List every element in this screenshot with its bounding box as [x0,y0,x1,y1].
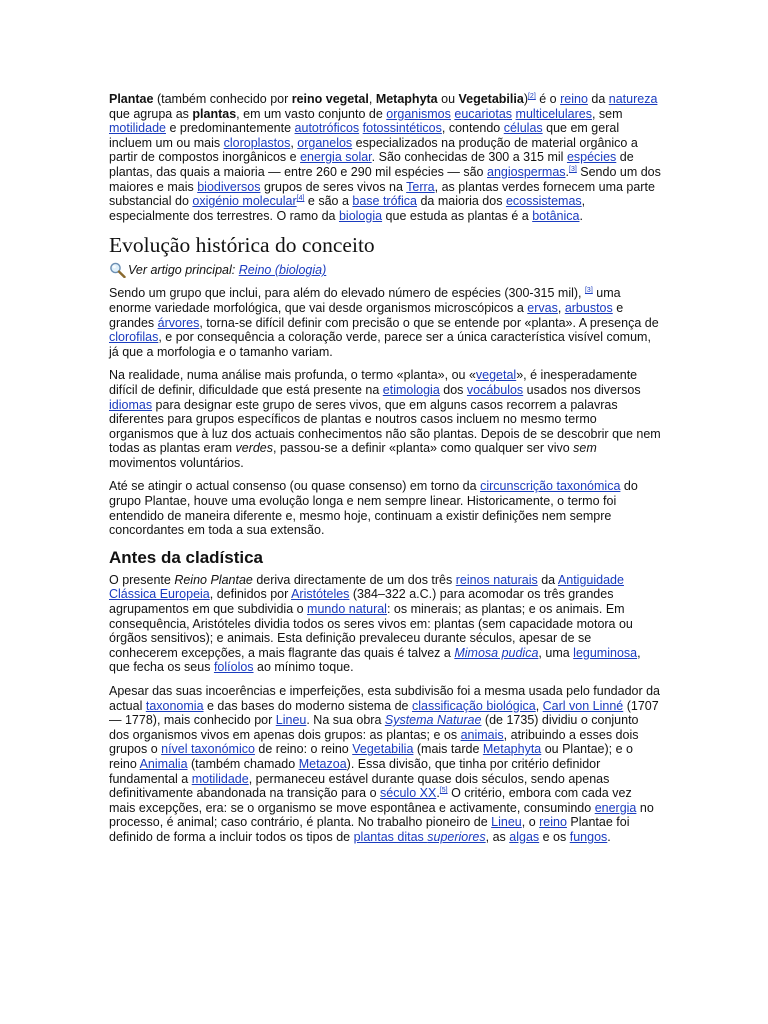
text-run: , as plantas verdes fornecem uma parte substancial do [109,179,655,209]
wiki-link[interactable]: natureza [608,92,658,106]
wiki-link[interactable]: animais [460,727,504,742]
wiki-link[interactable]: Vegetabilia [352,742,414,757]
text-run: e grandes [109,300,624,330]
text-run: deriva directamente de um dos três [252,572,456,587]
text-run: (também conhecido por [153,92,292,106]
section-heading-evolucao: Evolução histórica do conceito [109,233,375,258]
wiki-link[interactable]: oxigénio molecular [192,194,297,209]
wiki-link[interactable]: energia [594,800,637,815]
see-also-text [128,263,326,278]
wiki-link[interactable]: fungos [569,829,608,844]
wiki-link[interactable]: autotróficos [294,121,360,136]
wiki-link[interactable]: plantas ditas [353,829,428,844]
wiki-link[interactable]: reino [560,92,588,106]
wiki-link[interactable]: cloroplastos [223,135,291,150]
text-run: , [290,135,298,150]
wiki-link[interactable]: ervas [527,300,558,315]
text-run: de reino: o reino [254,742,353,757]
wiki-link[interactable]: ecossistemas [505,194,582,209]
text-run: Sendo um dos maiores e mais [109,164,661,194]
wiki-link[interactable]: reino [539,815,567,830]
reference-link[interactable]: [2] [527,92,536,100]
wiki-link[interactable]: etimologia [382,382,440,397]
wiki-link[interactable]: espécies [566,150,617,165]
reference-link[interactable]: [3] [584,287,593,295]
text-run: Plantae foi definido de forma a incluir todos os tipos de [109,815,630,844]
text-run: ou [437,92,459,106]
text-run: e são a [304,194,353,209]
wiki-link[interactable]: algas [509,829,540,844]
text-run: O presente [109,572,175,587]
text-run: da [587,92,609,106]
wiki-link[interactable]: Lineu [491,815,522,830]
text-run: , e por consequência a coloração verde, parece ser a única característica visível comum, já que a morfologia e o tamanho variam. [109,330,651,359]
wiki-link[interactable]: século XX [380,786,437,801]
wiki-link[interactable]: idiomas [109,397,153,412]
text-run: (1707 — 1778), mais conhecido por [109,698,659,728]
wiki-link[interactable]: Lineu [275,713,307,728]
wiki-link[interactable]: Antiguidade Clássica Europeia [109,572,624,602]
text-run: . [607,829,611,844]
wiki-link[interactable]: taxonomia [145,698,204,713]
text-run: dos [439,382,467,397]
italic-text: verdes [235,441,273,456]
text-run: , atribuindo a esses dois grupos o [109,727,639,757]
text-run: uma enorme variedade morfológica, que vai desde organismos microscópicos a [109,286,621,315]
text-run: de plantas, das quais a maioria — entre 260 e 290 mil espécies — são [109,150,634,179]
text-run: que em geral incluem um ou mais [109,121,620,150]
text-run: da [537,572,558,587]
text-run: , [368,92,376,106]
text-run: . São conhecidas de 300 a 315 mil [371,150,567,165]
text-run: Até se atingir o actual consenso (ou quase consenso) em torno da [109,479,481,494]
text-run: , as [485,829,510,844]
article-body [109,92,661,854]
text-run: , contendo [441,121,504,136]
text-run: Na realidade, numa análise mais profunda, o termo «planta», ou « [109,368,476,383]
text-run: ao mínimo toque. [253,660,354,675]
text-run: , [557,300,565,315]
evolucao-paragraph-3 [109,479,661,537]
wiki-link[interactable]: clorofilas [109,330,159,345]
text-run: », é inesperadamente difícil de definir, dificuldade que está presente na [109,368,638,397]
text-run: (de 1735) dividiu o conjunto dos organismos vivos em apenas dois grupos: as plantas; e os [109,713,639,742]
text-run: ). Essa divisão, que tinha por critério definidor fundamental a [109,756,601,786]
wiki-link[interactable]: vocábulos [466,382,524,397]
wiki-link[interactable]: vegetal [475,368,517,383]
text-run: ) [523,92,528,106]
evolucao-paragraph-1 [109,286,661,359]
wiki-link[interactable]: organismos [386,106,451,121]
text-run: (mais tarde [413,742,483,757]
text-run: Sendo um grupo que inclui, para além do elevado número de espécies (300-315 mil), [109,286,585,301]
wiki-link[interactable]: mundo natural [307,602,387,617]
text-run: , passou-se a definir «planta» como qualquer ser vivo [273,441,574,456]
intro-paragraph [109,92,661,223]
wiki-link[interactable]: Metazoa [298,756,347,771]
text-run: . Na sua obra [306,713,385,728]
text-run: (também chamado [187,756,299,771]
text-run: e predominantemente [165,121,295,136]
wiki-link[interactable]: leguminosa [573,645,638,660]
wiki-link[interactable]: biodiversos [197,179,261,194]
wiki-link[interactable]: base trófica [352,194,417,209]
text-run: é o [535,92,561,106]
text-run: , em um vasto conjunto de [236,106,387,121]
wiki-link[interactable]: energia solar [300,150,372,165]
reference-link[interactable]: [5] [439,787,448,794]
text-run: Apesar das suas incoerências e imperfeições, esta subdivisão foi a mesma usada pelo fundador da actual [109,684,661,713]
text-run: . [579,208,583,223]
wiki-link[interactable]: folíolos [213,660,254,675]
wiki-link[interactable]: organelos [297,135,353,150]
text-run: Ver artigo principal: [128,263,239,278]
text-run: , sem [591,106,623,121]
wiki-link[interactable]: motilidade [109,121,166,136]
bold-text: Metaphyta [375,92,438,106]
text-run: , torna-se difícil definir com precisão o que se entende por «planta». A presença de [199,315,659,330]
text-run: e das bases do moderno sistema de [203,698,412,713]
wiki-link[interactable]: motilidade [191,771,249,786]
cladistica-paragraph-2 [109,684,661,845]
wiki-link[interactable]: nível taxonómico [161,742,255,757]
wiki-link[interactable]: Reino (biologia) [238,263,327,278]
text-run: e os [539,829,570,844]
section-heading-cladistica: Antes da cladística [109,547,264,567]
text-run: , o [521,815,540,830]
wiki-link[interactable]: Mimosa pudica [454,645,539,660]
text-run: do grupo Plantae, houve uma evolução longa e nem sempre linear. Historicamente, o termo foi entendido de maneira diferente e, mesmo hoje, continuam a existir definições nem sempre concordantes em toda a sua extensão. [109,479,638,538]
see-also-note [109,262,661,278]
wiki-link[interactable]: Aristóteles [291,587,350,602]
wiki-link[interactable]: Metaphyta [482,742,542,757]
bold-text: plantas [192,106,237,121]
reference-link[interactable]: [3] [569,165,577,173]
text-run: movimentos voluntários. [109,455,244,470]
wiki-link[interactable]: superiores [427,829,486,844]
italic-text: sem [573,441,597,456]
wiki-link[interactable]: Carl von Linné [542,698,624,713]
wiki-link[interactable]: fotossintéticos [362,121,442,136]
text-run: , [535,698,543,713]
bold-text: Plantae [109,92,154,106]
wiki-link[interactable]: eucariotas [454,106,513,121]
wiki-link[interactable]: angiospermas [487,164,566,179]
bold-text: reino vegetal [291,92,369,106]
wiki-link[interactable]: biologia [338,208,383,223]
wiki-link[interactable]: classificação biológica [412,698,536,713]
wiki-link[interactable]: árvores [157,315,200,330]
wiki-link[interactable]: Terra [406,179,435,194]
text-run: , definidos por [209,587,292,602]
text-run: da maioria dos [417,194,506,209]
text-run: . [565,164,569,179]
wiki-link[interactable]: botânica [532,208,580,223]
wiki-link[interactable]: Animalia [139,756,188,771]
text-run: , especialmente dos terrestres. O ramo da [109,194,586,223]
text-run: , que fecha os seus [109,645,641,675]
text-run: , permaneceu estável durante quase dois séculos, sendo apenas definitivamente abandonada na transição para o [109,771,610,801]
text-run: (384–322 a.C.) para acomodar os três grandes agrupamentos em que subdividia o [109,587,614,617]
text-run: que estuda as plantas é a [382,208,533,223]
wiki-link[interactable]: reinos naturais [455,572,538,587]
italic-text: Reino Plantae [174,572,253,587]
text-run: usados nos diversos [523,382,641,397]
text-run: para designar este grupo de seres vivos, que em alguns casos recorrem a palavras diferentes para grupos específicos de plantas e noutros casos incluem no mesmo termo organismos que à luz dos actuais conhecimentos não são plantas. Depois de se descobrir que nem todas as plantas eram [109,397,661,456]
text-run: , uma [538,645,574,660]
reference-link[interactable]: [4] [296,195,305,202]
evolucao-paragraph-2 [109,368,661,470]
wiki-link[interactable]: células [503,121,543,136]
bold-text: Vegetabilia [458,92,524,106]
text-run: ou Plantae); e o reino [109,742,633,771]
cladistica-paragraph-1 [109,573,661,675]
wiki-link[interactable]: multicelulares [515,106,592,121]
text-run: . [436,786,440,801]
text-run: especializados na produção de material orgânico a partir de compostos inorgânicos e [109,135,638,165]
wiki-link[interactable]: circunscrição taxonómica [480,479,621,494]
text-run: : os minerais; as plantas; e os animais. Em consequência, Aristóteles dividia todos os seres vivos em: plantas (sem capacidade motora ou órgãos sensitivos); e animais. Esta definição prevaleceu durante séculos, apesar de se conhecerem excepções, a mais flagrante das quais é talvez a [109,602,633,660]
text-run: grupos de seres vivos na [260,179,407,194]
text-run: O critério, embora com cada vez mais excepções, era: se o organismo se move espontânea e activamente, consumindo [109,786,632,815]
wiki-link[interactable]: arbustos [564,300,613,315]
magnifier-icon [109,262,126,278]
text-run: que agrupa as [109,106,193,121]
text-run: no processo, é animal; caso contrário, é planta. No trabalho pioneiro de [109,800,654,830]
wiki-link[interactable]: Systema Naturae [384,713,482,728]
